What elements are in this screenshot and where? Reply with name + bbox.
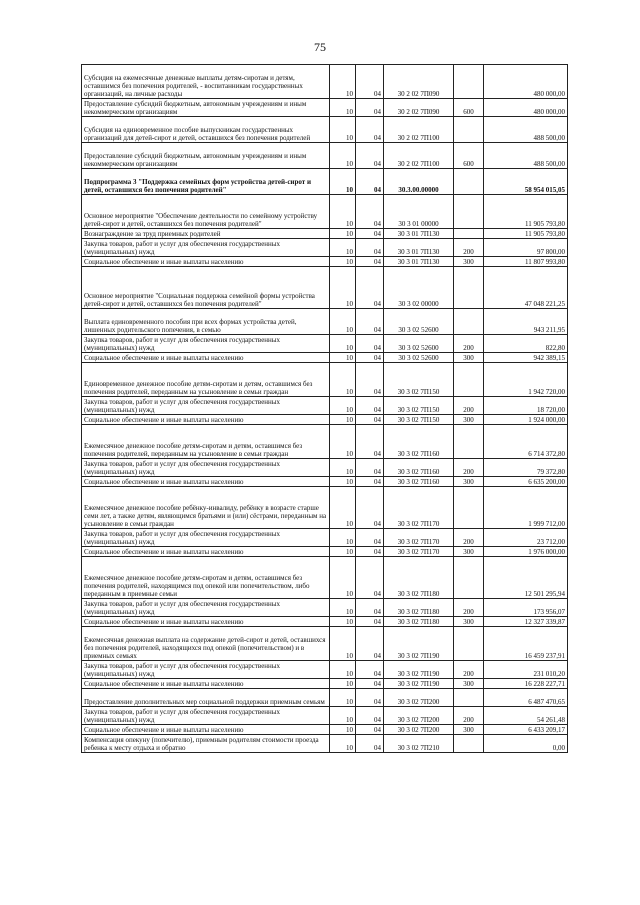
row-name: Социальное обеспечение и иные выплаты населению — [82, 353, 330, 363]
row-target-code: 30 3 02 7П190 — [384, 679, 454, 689]
row-amount: 1 924 000,00 — [484, 415, 568, 425]
row-amount: 11 807 993,80 — [484, 257, 568, 267]
table-row — [82, 735, 568, 753]
row-subsection: 04 — [356, 529, 384, 547]
row-amount: 47 048 221,25 — [484, 267, 568, 309]
row-amount: 12 501 295,94 — [484, 557, 568, 599]
row-expense-type: 300 — [454, 477, 484, 487]
row-subsection: 04 — [356, 599, 384, 617]
row-section: 10 — [330, 599, 356, 617]
row-expense-type: 200 — [454, 661, 484, 679]
row-target-code: 30 2 02 7П090 — [384, 99, 454, 117]
row-section: 10 — [330, 627, 356, 661]
row-subsection: 04 — [356, 735, 384, 753]
row-expense-type — [454, 557, 484, 599]
row-target-code: 30 3 02 7П180 — [384, 617, 454, 627]
table-row — [82, 679, 568, 689]
row-subsection: 04 — [356, 363, 384, 397]
row-amount: 1 976 000,00 — [484, 547, 568, 557]
row-section: 10 — [330, 689, 356, 707]
row-subsection: 04 — [356, 117, 384, 143]
row-expense-type — [454, 425, 484, 459]
row-section: 10 — [330, 169, 356, 195]
row-subsection: 04 — [356, 689, 384, 707]
row-section: 10 — [330, 195, 356, 229]
row-amount: 97 800,00 — [484, 239, 568, 257]
row-expense-type — [454, 65, 484, 99]
table-row — [82, 617, 568, 627]
row-expense-type: 200 — [454, 707, 484, 725]
row-target-code: 30 2 02 7П100 — [384, 117, 454, 143]
row-expense-type: 200 — [454, 239, 484, 257]
row-name: Закупка товаров, работ и услуг для обеспечения государственных (муниципальных) нужд — [82, 599, 330, 617]
row-target-code: 30 3 02 52600 — [384, 309, 454, 335]
table-row — [82, 557, 568, 599]
row-section: 10 — [330, 487, 356, 529]
row-name: Выплата единовременного пособия при всех формах устройства детей, лишенных родительского попечения, в семью — [82, 309, 330, 335]
table-row — [82, 599, 568, 617]
row-expense-type — [454, 735, 484, 753]
row-target-code: 30 3 02 7П170 — [384, 529, 454, 547]
row-name: Закупка товаров, работ и услуг для обеспечения государственных (муниципальных) нужд — [82, 335, 330, 353]
row-subsection: 04 — [356, 353, 384, 363]
row-section: 10 — [330, 353, 356, 363]
table-row — [82, 143, 568, 169]
row-target-code: 30 3 02 7П200 — [384, 707, 454, 725]
row-expense-type — [454, 267, 484, 309]
row-subsection: 04 — [356, 169, 384, 195]
row-amount: 480 000,00 — [484, 65, 568, 99]
table-row — [82, 689, 568, 707]
row-name: Закупка товаров, работ и услуг для обеспечения государственных (муниципальных) нужд — [82, 529, 330, 547]
table-row — [82, 65, 568, 99]
row-section: 10 — [330, 425, 356, 459]
table-row — [82, 459, 568, 477]
row-target-code: 30 3 01 00000 — [384, 195, 454, 229]
row-expense-type: 200 — [454, 459, 484, 477]
row-section: 10 — [330, 335, 356, 353]
row-expense-type: 300 — [454, 725, 484, 735]
row-amount: 943 211,95 — [484, 309, 568, 335]
row-target-code: 30 3 02 7П170 — [384, 487, 454, 529]
row-target-code: 30 3 01 7П130 — [384, 229, 454, 239]
row-target-code: 30 3 02 7П190 — [384, 627, 454, 661]
row-subsection: 04 — [356, 239, 384, 257]
row-name: Социальное обеспечение и иные выплаты населению — [82, 415, 330, 425]
row-name: Основное мероприятие "Обеспечение деятельности по семейному устройству детей-сирот и детей, оставшихся без попечения родителей" — [82, 195, 330, 229]
row-target-code: 30 3 02 7П150 — [384, 415, 454, 425]
row-name: Социальное обеспечение и иные выплаты населению — [82, 477, 330, 487]
row-amount: 12 327 339,87 — [484, 617, 568, 627]
row-subsection: 04 — [356, 679, 384, 689]
row-subsection: 04 — [356, 415, 384, 425]
row-subsection: 04 — [356, 459, 384, 477]
row-target-code: 30 3 02 7П170 — [384, 547, 454, 557]
table-row — [82, 487, 568, 529]
row-section: 10 — [330, 557, 356, 599]
row-target-code: 30 3 02 7П200 — [384, 725, 454, 735]
budget-table — [81, 64, 568, 753]
table-row — [82, 267, 568, 309]
row-amount: 6 487 470,65 — [484, 689, 568, 707]
row-name: Основное мероприятие "Социальная поддержка семейной формы устройства детей-сирот и детей, оставшихся без попечения родителей" — [82, 267, 330, 309]
table-row — [82, 627, 568, 661]
row-name: Предоставление дополнительных мер социальной поддержки приемным семьям — [82, 689, 330, 707]
table-row — [82, 363, 568, 397]
row-name: Социальное обеспечение и иные выплаты населению — [82, 679, 330, 689]
table-row — [82, 529, 568, 547]
row-target-code: 30 2 02 7П090 — [384, 65, 454, 99]
row-amount: 480 000,00 — [484, 99, 568, 117]
row-expense-type: 200 — [454, 529, 484, 547]
row-amount: 0,00 — [484, 735, 568, 753]
row-expense-type: 300 — [454, 679, 484, 689]
row-subsection: 04 — [356, 397, 384, 415]
table-row — [82, 477, 568, 487]
row-subsection: 04 — [356, 707, 384, 725]
row-name: Предоставление субсидий бюджетным, автономным учреждениям и иным некоммерческим организациям — [82, 99, 330, 117]
row-subsection: 04 — [356, 309, 384, 335]
row-expense-type: 300 — [454, 257, 484, 267]
table-row — [82, 257, 568, 267]
row-expense-type — [454, 195, 484, 229]
row-subsection: 04 — [356, 725, 384, 735]
row-name: Подпрограмма 3 "Поддержка семейных форм устройства детей-сирот и детей, оставшихся без попечения родителей" — [82, 169, 330, 195]
row-amount: 231 010,20 — [484, 661, 568, 679]
table-row — [82, 117, 568, 143]
row-amount: 942 389,15 — [484, 353, 568, 363]
row-name: Закупка товаров, работ и услуг для обеспечения государственных (муниципальных) нужд — [82, 239, 330, 257]
row-amount: 79 372,80 — [484, 459, 568, 477]
row-target-code: 30.3.00.00000 — [384, 169, 454, 195]
row-amount: 54 261,48 — [484, 707, 568, 725]
budget-table-body — [82, 65, 568, 753]
row-amount: 1 999 712,00 — [484, 487, 568, 529]
row-amount: 11 905 793,80 — [484, 195, 568, 229]
row-subsection: 04 — [356, 487, 384, 529]
table-row — [82, 415, 568, 425]
row-section: 10 — [330, 143, 356, 169]
row-subsection: 04 — [356, 617, 384, 627]
row-amount: 173 956,07 — [484, 599, 568, 617]
row-name: Социальное обеспечение и иные выплаты населению — [82, 547, 330, 557]
table-row — [82, 725, 568, 735]
table-row — [82, 195, 568, 229]
row-target-code: 30 3 02 7П180 — [384, 599, 454, 617]
table-row — [82, 239, 568, 257]
row-name: Закупка товаров, работ и услуг для обеспечения государственных (муниципальных) нужд — [82, 707, 330, 725]
row-amount: 6 714 372,80 — [484, 425, 568, 459]
row-name: Ежемесячное денежное пособие детям-сиротам и детям, оставшимся без попечения родителей, находящимся под опекой или попечительством, либо переданным в приемные семьи — [82, 557, 330, 599]
row-target-code: 30 2 02 7П100 — [384, 143, 454, 169]
row-subsection: 04 — [356, 195, 384, 229]
row-expense-type: 300 — [454, 617, 484, 627]
row-expense-type — [454, 229, 484, 239]
row-section: 10 — [330, 267, 356, 309]
row-target-code: 30 3 02 7П190 — [384, 661, 454, 679]
row-amount: 18 720,00 — [484, 397, 568, 415]
row-subsection: 04 — [356, 627, 384, 661]
row-name: Компенсация опекуну (попечителю), приемным родителям стоимости проезда ребенка к месту отдыха и обратно — [82, 735, 330, 753]
row-target-code: 30 3 02 7П150 — [384, 397, 454, 415]
row-expense-type — [454, 689, 484, 707]
row-section: 10 — [330, 309, 356, 335]
row-name: Социальное обеспечение и иные выплаты населению — [82, 725, 330, 735]
row-expense-type: 300 — [454, 415, 484, 425]
page-number: 75 — [314, 40, 326, 54]
row-name: Закупка товаров, работ и услуг для обеспечения государственных (муниципальных) нужд — [82, 459, 330, 477]
row-section: 10 — [330, 239, 356, 257]
table-row — [82, 99, 568, 117]
row-expense-type: 200 — [454, 599, 484, 617]
table-row — [82, 335, 568, 353]
row-subsection: 04 — [356, 99, 384, 117]
row-amount: 488 500,00 — [484, 117, 568, 143]
row-section: 10 — [330, 735, 356, 753]
row-subsection: 04 — [356, 65, 384, 99]
row-expense-type — [454, 309, 484, 335]
row-section: 10 — [330, 459, 356, 477]
row-section: 10 — [330, 363, 356, 397]
row-target-code: 30 3 01 7П130 — [384, 239, 454, 257]
row-amount: 6 433 209,17 — [484, 725, 568, 735]
row-target-code: 30 3 02 00000 — [384, 267, 454, 309]
row-name: Ежемесячная денежная выплата на содержание детей-сирот и детей, оставшихся без попечения родителей, находящихся под опекой (попечительством) и в приемных семьях — [82, 627, 330, 661]
row-target-code: 30 3 02 7П160 — [384, 425, 454, 459]
row-target-code: 30 3 02 52600 — [384, 335, 454, 353]
row-subsection: 04 — [356, 229, 384, 239]
row-section: 10 — [330, 99, 356, 117]
row-section: 10 — [330, 65, 356, 99]
row-amount: 16 228 227,71 — [484, 679, 568, 689]
row-section: 10 — [330, 617, 356, 627]
row-target-code: 30 3 01 7П130 — [384, 257, 454, 267]
row-subsection: 04 — [356, 267, 384, 309]
row-target-code: 30 3 02 7П210 — [384, 735, 454, 753]
row-section: 10 — [330, 229, 356, 239]
row-expense-type — [454, 487, 484, 529]
row-expense-type — [454, 363, 484, 397]
row-amount: 11 905 793,80 — [484, 229, 568, 239]
row-amount: 23 712,00 — [484, 529, 568, 547]
table-row — [82, 397, 568, 415]
row-name: Единовременное денежное пособие детям-сиротам и детям, оставшимся без попечения родителей, переданным на усыновление в семьи граждан — [82, 363, 330, 397]
row-name: Субсидия на ежемесячные денежные выплаты детям-сиротам и детям, оставшимся без попечения родителей, - воспитанникам государственных организаций, на личные расходы — [82, 65, 330, 99]
table-row — [82, 661, 568, 679]
row-section: 10 — [330, 529, 356, 547]
row-subsection: 04 — [356, 557, 384, 599]
row-amount: 16 459 237,91 — [484, 627, 568, 661]
row-name: Вознаграждение за труд приемных родителей — [82, 229, 330, 239]
row-name: Закупка товаров, работ и услуг для обеспечения государственных (муниципальных) нужд — [82, 397, 330, 415]
row-subsection: 04 — [356, 547, 384, 557]
row-expense-type: 600 — [454, 99, 484, 117]
table-row — [82, 547, 568, 557]
table-row — [82, 309, 568, 335]
row-target-code: 30 3 02 7П160 — [384, 477, 454, 487]
row-target-code: 30 3 02 7П180 — [384, 557, 454, 599]
row-subsection: 04 — [356, 257, 384, 267]
row-target-code: 30 3 02 52600 — [384, 353, 454, 363]
row-subsection: 04 — [356, 335, 384, 353]
row-section: 10 — [330, 707, 356, 725]
row-name: Ежемесячное денежное пособие детям-сиротам и детям, оставшимся без попечения родителей, переданным на усыновление в семьи граждан — [82, 425, 330, 459]
row-section: 10 — [330, 679, 356, 689]
row-expense-type — [454, 117, 484, 143]
row-subsection: 04 — [356, 661, 384, 679]
row-subsection: 04 — [356, 143, 384, 169]
row-name: Социальное обеспечение и иные выплаты населению — [82, 257, 330, 267]
row-expense-type: 300 — [454, 353, 484, 363]
row-expense-type — [454, 169, 484, 195]
row-target-code: 30 3 02 7П150 — [384, 363, 454, 397]
row-name: Предоставление субсидий бюджетным, автономным учреждениям и иным некоммерческим организациям — [82, 143, 330, 169]
row-section: 10 — [330, 547, 356, 557]
row-section: 10 — [330, 477, 356, 487]
row-section: 10 — [330, 397, 356, 415]
row-target-code: 30 3 02 7П160 — [384, 459, 454, 477]
row-name: Субсидия на единовременное пособие выпускникам государственных организаций для детей-сирот и детей, оставшихся без попечения родителей — [82, 117, 330, 143]
row-subsection: 04 — [356, 425, 384, 459]
table-row — [82, 425, 568, 459]
table-row — [82, 229, 568, 239]
table-row — [82, 707, 568, 725]
table-row — [82, 353, 568, 363]
row-amount: 822,80 — [484, 335, 568, 353]
row-section: 10 — [330, 725, 356, 735]
row-expense-type: 600 — [454, 143, 484, 169]
row-amount: 1 942 720,00 — [484, 363, 568, 397]
row-expense-type: 200 — [454, 335, 484, 353]
row-expense-type — [454, 627, 484, 661]
row-name: Закупка товаров, работ и услуг для обеспечения государственных (муниципальных) нужд — [82, 661, 330, 679]
row-section: 10 — [330, 257, 356, 267]
row-section: 10 — [330, 117, 356, 143]
row-section: 10 — [330, 661, 356, 679]
row-section: 10 — [330, 415, 356, 425]
row-amount: 6 635 200,00 — [484, 477, 568, 487]
row-expense-type: 300 — [454, 547, 484, 557]
row-amount: 58 954 015,05 — [484, 169, 568, 195]
row-name: Социальное обеспечение и иные выплаты населению — [82, 617, 330, 627]
row-target-code: 30 3 02 7П200 — [384, 689, 454, 707]
row-expense-type: 200 — [454, 397, 484, 415]
table-row — [82, 169, 568, 195]
row-name: Ежемесячное денежное пособие ребёнку-инвалиду, ребёнку в возрасте старше семи лет, а также детям, являющимся братьями и (или) сёстрами, переданным на усыновление в семьи граждан — [82, 487, 330, 529]
row-subsection: 04 — [356, 477, 384, 487]
row-amount: 488 500,00 — [484, 143, 568, 169]
